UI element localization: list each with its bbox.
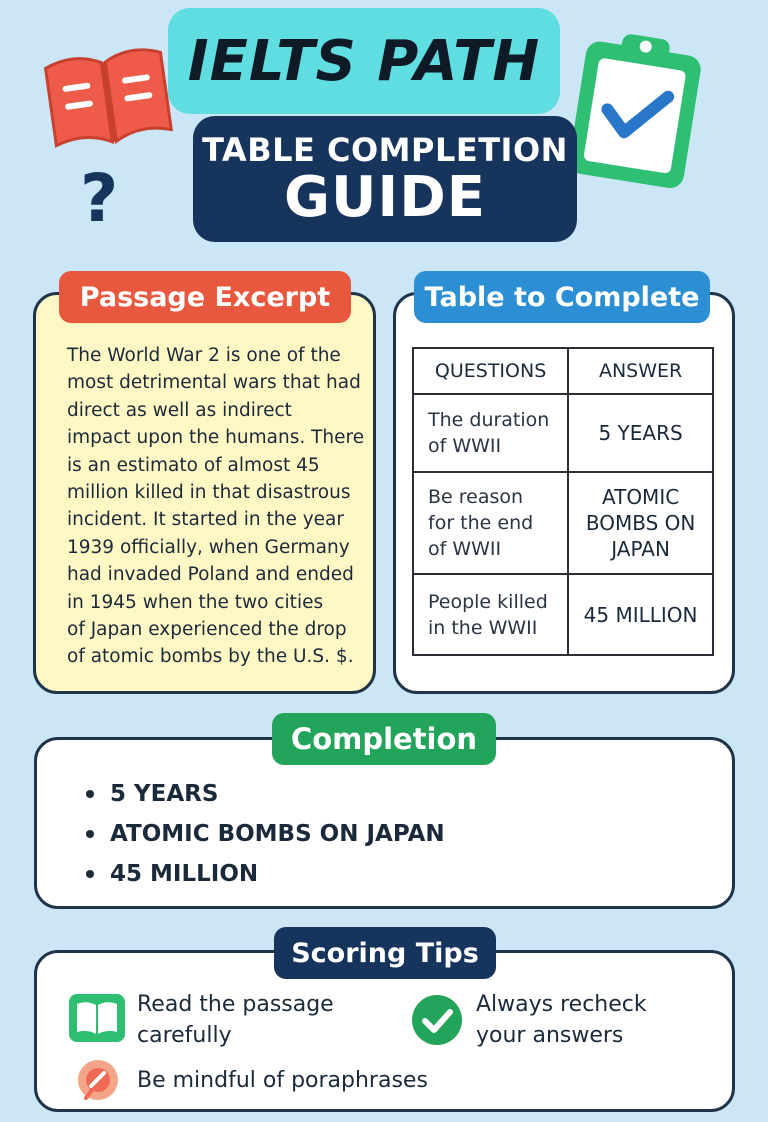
- cell-line: 5 YEARS: [598, 421, 683, 445]
- passage-line: most detrimental wars that had: [67, 372, 361, 394]
- table-question-cell: [413, 394, 568, 472]
- clipboard-check-icon: [556, 22, 718, 194]
- page-title: [193, 116, 577, 242]
- passage-line: impact upon the humans. There: [67, 427, 365, 449]
- tip-line: carefully: [137, 1023, 232, 1048]
- tip-item: [137, 1065, 428, 1096]
- check-circle-icon: [410, 993, 464, 1047]
- tip-item: [476, 989, 647, 1051]
- table-answer-cell: [568, 472, 713, 574]
- list-item: [78, 814, 445, 854]
- tip-item: [137, 989, 334, 1051]
- cell-line: for the end: [428, 512, 534, 534]
- passage-line: had invaded Poland and ended: [67, 564, 354, 586]
- passage-line: incident. It started in the year: [67, 509, 344, 531]
- bullet-icon: [86, 830, 94, 838]
- title-line-1: TABLE COMPLETION: [202, 130, 568, 169]
- question-mark-icon: ?: [80, 160, 119, 237]
- table-question-cell: [413, 472, 568, 574]
- tip-line: your answers: [476, 1023, 624, 1048]
- list-item: [78, 774, 445, 814]
- bullet-icon: [86, 870, 94, 878]
- passage-line: of Japan experienced the drop: [67, 619, 347, 641]
- cell-line: The duration: [428, 409, 550, 431]
- completion-heading: Completion: [272, 713, 496, 765]
- table-answer-cell: [568, 574, 713, 655]
- table-answer-cell: [568, 394, 713, 472]
- table-header-answer: ANSWER: [568, 348, 713, 394]
- list-item: [78, 854, 445, 894]
- book-icon: [67, 992, 127, 1044]
- cell-line: of WWII: [428, 435, 502, 457]
- passage-heading: Passage Excerpt: [59, 271, 351, 323]
- brand-logo: IELTS PATH: [168, 8, 560, 114]
- title-line-2: GUIDE: [283, 164, 486, 230]
- passage-line: direct as well as indirect: [67, 399, 292, 421]
- cell-line: in the WWII: [428, 616, 538, 639]
- tip-line: Be mindful of poraphrases: [137, 1068, 428, 1093]
- cell-line: Be reason: [428, 486, 524, 508]
- completion-table: [412, 347, 714, 656]
- cell-line: JAPAN: [611, 537, 670, 561]
- table-row: [413, 394, 713, 472]
- passage-line: The World War 2 is one of the: [67, 345, 341, 366]
- passage-line: is an estimato of almost 45: [67, 454, 320, 476]
- passage-line: of atomic bombs by the U.S. $.: [67, 646, 354, 668]
- cell-line: of WWII: [428, 538, 502, 560]
- table-row: [413, 472, 713, 574]
- tip-line: Read the passage: [137, 992, 334, 1017]
- cell-line: 45 MILLION: [583, 602, 698, 627]
- open-book-icon: [40, 38, 176, 154]
- table-heading: Table to Complete: [414, 271, 710, 323]
- paraphrase-icon: [74, 1058, 122, 1104]
- tip-line: Always recheck: [476, 992, 647, 1017]
- table-header-questions: QUESTIONS: [413, 348, 568, 394]
- tips-heading: Scoring Tips: [274, 927, 496, 979]
- passage-text: [67, 342, 367, 671]
- completion-item: ATOMIC BOMBS ON JAPAN: [110, 821, 445, 847]
- cell-line: ATOMIC: [601, 485, 680, 509]
- passage-line: 1939 officially, when Germany: [67, 536, 350, 558]
- completion-list: [78, 774, 445, 894]
- completion-item: 5 YEARS: [110, 781, 219, 807]
- table-header-row: [413, 348, 713, 394]
- cell-line: People killed: [428, 590, 548, 613]
- completion-item: 45 MILLION: [110, 861, 259, 887]
- passage-line: million killed in that disastrous: [67, 482, 351, 504]
- table-row: [413, 574, 713, 655]
- bullet-icon: [86, 790, 94, 798]
- cell-line: BOMBS ON: [585, 511, 696, 535]
- passage-line: in 1945 when the two cities: [67, 591, 324, 613]
- table-question-cell: [413, 574, 568, 655]
